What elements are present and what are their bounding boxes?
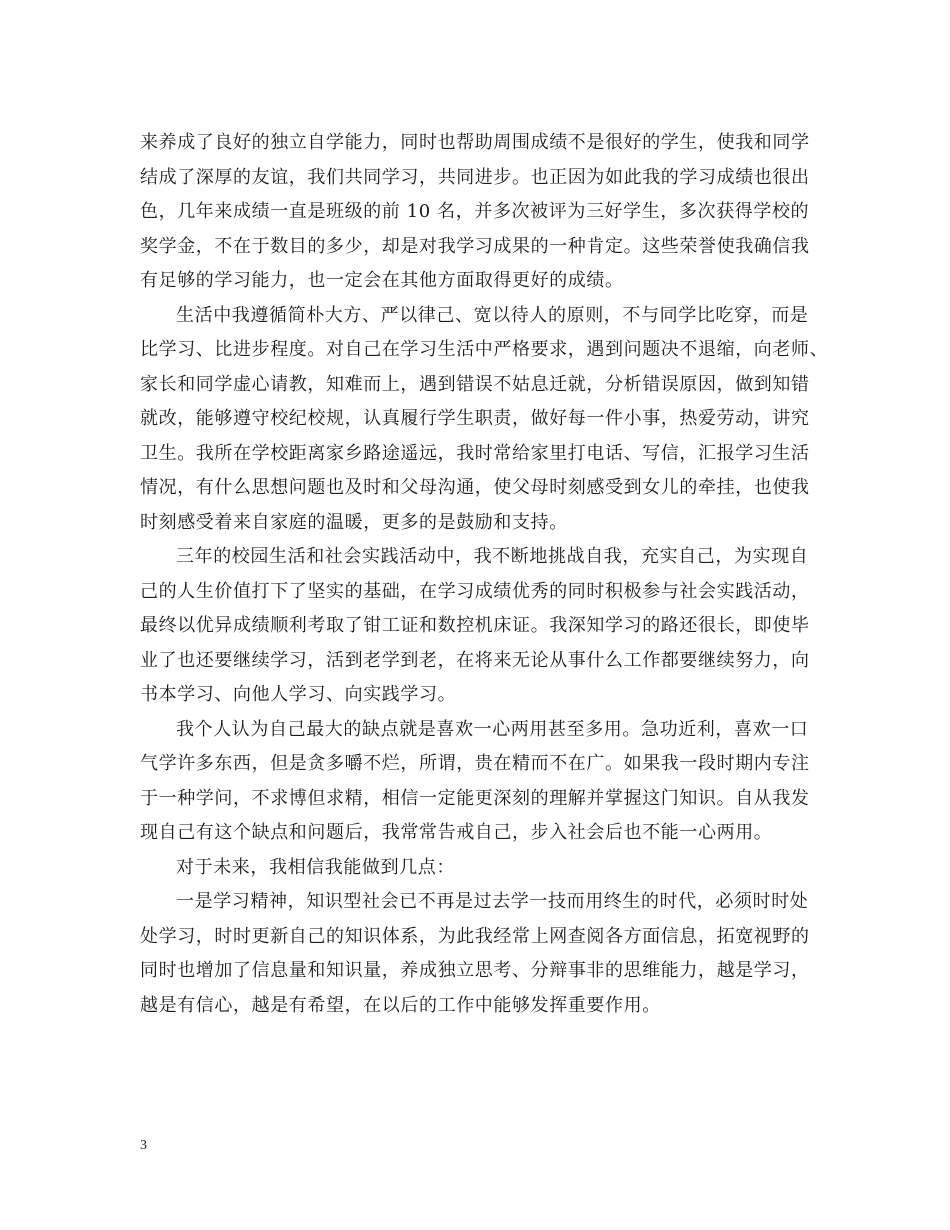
text-line: 一是学习精神，知识型社会已不再是过去学一技而用终生的时代，必须时时处	[176, 891, 809, 912]
text-line: 处学习，时时更新自己的知识体系，为此我经常上网查阅各方面信息，拓宽视野的	[140, 925, 810, 947]
text-line: 气学许多东西，但是贪多嚼不烂，所谓，贵在精而不在广。如果我一段时期内专注	[140, 753, 810, 774]
text-line: 卫生。我所在学校距离家乡路途遥远，我时常给家里打电话、写信，汇报学习生活	[140, 442, 810, 464]
text-line: 来养成了良好的独立自学能力，同时也帮助周围成绩不是很好的学生，使我和同学	[140, 132, 810, 153]
text-line: 业了也还要继续学习，活到老学到老，在将来无论从事什么工作都要继续努力，向	[140, 649, 810, 671]
text-line: 对于未来，我相信我能做到几点：	[176, 856, 455, 878]
text-line: 三年的校园生活和社会实践活动中，我不断地挑战自我，充实自己，为实现自	[176, 546, 809, 567]
text-line: 色，几年来成绩一直是班级的前 10 名，并多次被评为三好学生，多次获得学校的	[140, 201, 810, 222]
text-line: 奖学金，不在于数目的多少，却是对我学习成果的一种肯定。这些荣誉使我确信我	[140, 235, 810, 257]
text-line: 比学习、比进步程度。对自己在学习生活中严格要求，遇到问题决不退缩，向老师、	[140, 339, 829, 360]
text-line: 我个人认为自己最大的缺点就是喜欢一心两用甚至多用。急功近利，喜欢一口	[176, 718, 809, 740]
text-line: 生活中我遵循简朴大方、严以律己、宽以待人的原则，不与同学比吃穿，而是	[176, 304, 809, 326]
text-line: 于一种学问，不求博但求精，相信一定能更深刻的理解并掌握这门知识。自从我发	[140, 787, 810, 809]
text-line: 最终以优异成绩顺利考取了钳工证和数控机床证。我深知学习的路还很长，即使毕	[140, 615, 810, 636]
text-line: 结成了深厚的友谊，我们共同学习，共同进步。也正因为如此我的学习成绩也很出	[140, 166, 810, 188]
page-number: 3	[140, 1138, 147, 1153]
text-line: 有足够的学习能力，也一定会在其他方面取得更好的成绩。	[140, 270, 624, 291]
text-line: 同时也增加了信息量和知识量，养成独立思考、分辩事非的思维能力，越是学习，	[140, 960, 810, 981]
text-line: 就改，能够遵守校纪校规，认真履行学生职责，做好每一件小事，热爱劳动，讲究	[140, 408, 810, 429]
text-line: 情况，有什么思想问题也及时和父母沟通，使父母时刻感受到女儿的牵挂，也使我	[140, 477, 810, 498]
body-text	[140, 126, 829, 1023]
text-line: 越是有信心，越是有希望，在以后的工作中能够发挥重要作用。	[140, 994, 661, 1016]
text-line: 己的人生价值打下了坚实的基础，在学习成绩优秀的同时积极参与社会实践活动，	[140, 580, 810, 602]
text-line: 书本学习、向他人学习、向实践学习。	[140, 684, 457, 705]
text-line: 现自己有这个缺点和问题后，我常常告戒自己，步入社会后也不能一心两用。	[140, 822, 773, 843]
text-line: 时刻感受着来自家庭的温暖，更多的是鼓励和支持。	[140, 511, 568, 533]
text-line: 家长和同学虚心请教，知难而上，遇到错误不姑息迁就，分析错误原因，做到知错	[140, 373, 810, 395]
